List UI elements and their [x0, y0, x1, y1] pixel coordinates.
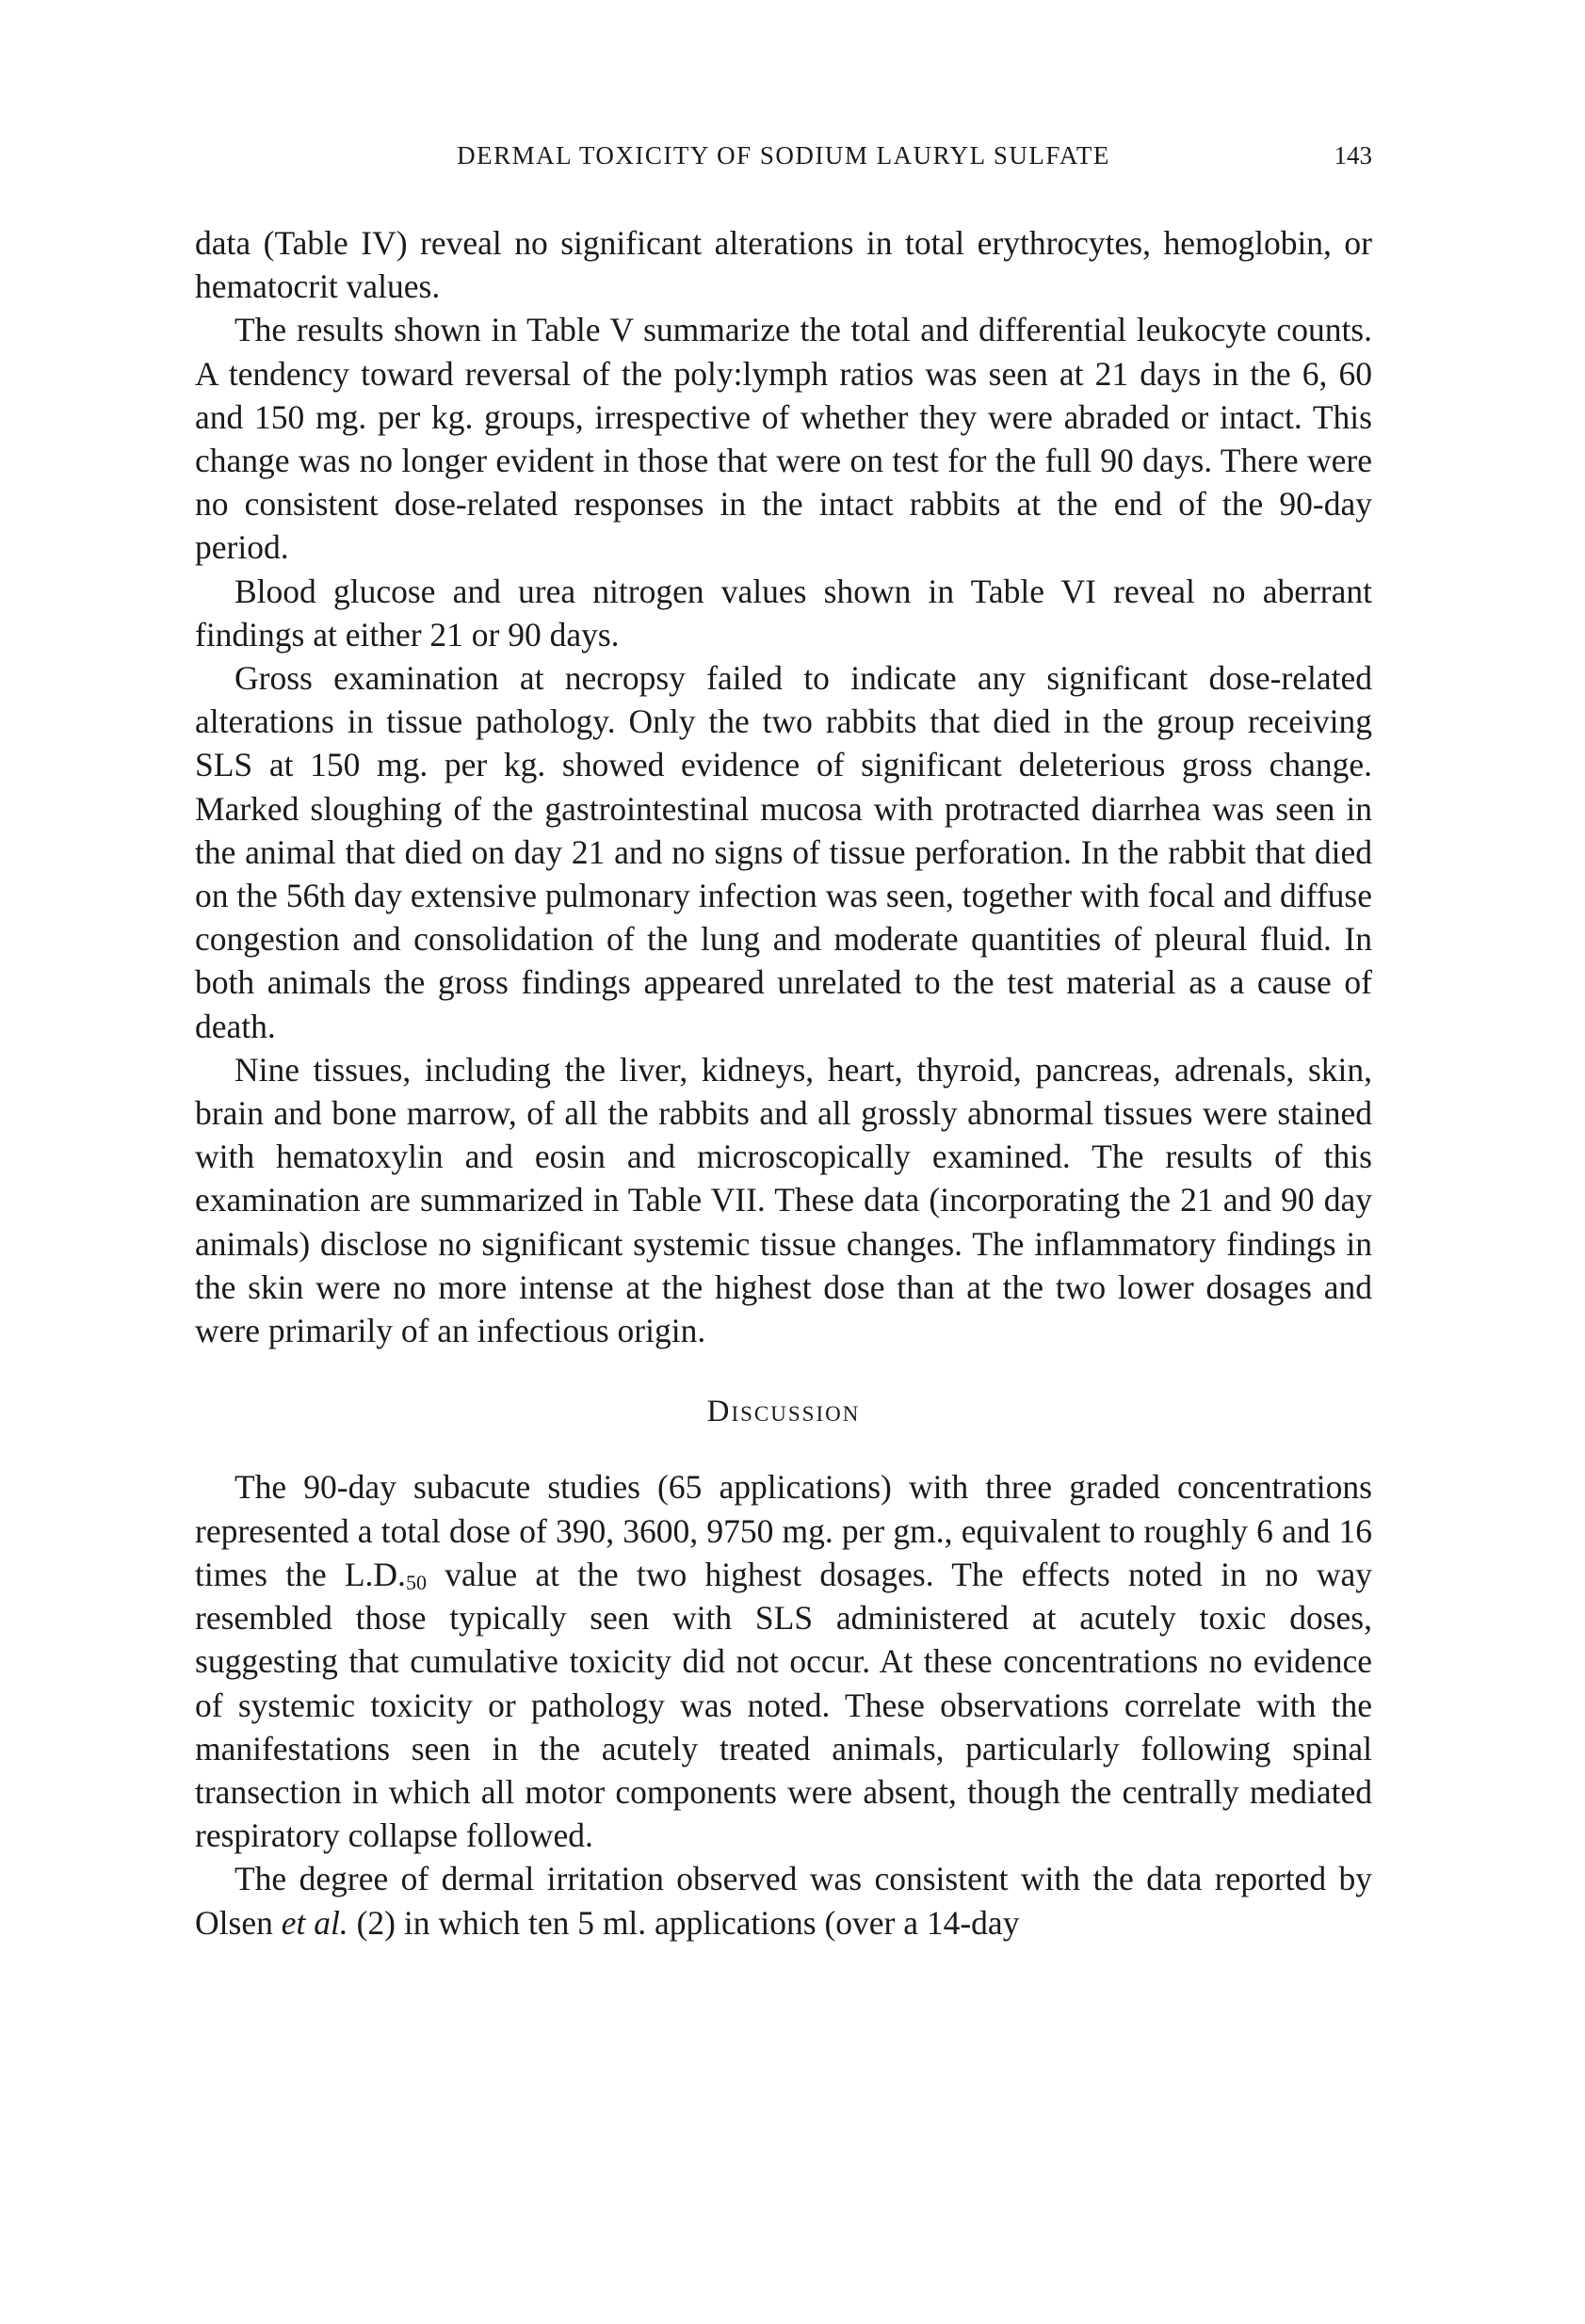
et-al-citation: et al. — [281, 1903, 348, 1942]
discussion-p2-text-a: The degree of dermal irritation observed was consistent with the data reported by Olsen — [195, 1860, 1372, 1942]
discussion-p1-text-b: value at the two highest dosages. The effects noted in no way resembled those typically seen with SLS administered at acutely toxic doses, suggesting that cumulative toxicity did not occur. At these concentrations no evidence of systemic toxicity or pathology was noted. These observations correlate with the manifestations seen in the acutely treated animals, particularly following spinal transection in which all motor components were absent, though the centrally mediated respiratory collapse followed. — [195, 1555, 1372, 1855]
paragraph-gross-examination: Gross examination at necropsy failed to indicate any significant dose-related alterations in tissue pathology. Only the two rabbits that died in the group receiving SLS at 150 mg. per kg. showed evidence of significant deleterious gross change. Marked sloughing of the gastrointestinal mucosa with protracted diarrhea was seen in the animal that died on day 21 and no signs of tissue perforation. In the rabbit that died on the 56th day extensive pulmonary infection was seen, together with focal and diffuse congestion and consolidation of the lung and moderate quantities of pleural fluid. In both animals the gross findings appeared unrelated to the test material as a cause of death. — [195, 659, 1372, 1045]
paragraph-leukocyte-counts: The results shown in Table V summarize the total and differential leukocyte counts. A tendency toward reversal of the poly:lymph ratios was seen at 21 days in the 6, 60 and 150 mg. per kg. groups, irrespective of whether they were abraded or intact. This change was no longer evident in those that were on test for the full 90 days. There were no consistent dose-related responses in the intact rabbits at the end of the 90-day period. — [195, 311, 1372, 567]
page-number: 143 — [1334, 141, 1372, 169]
discussion-p1-text-a: The 90-day subacute studies (65 applications) with three graded concentrations represented a total dose of 390, 3600, 9750 mg. per gm., equivalent to roughly 6 and 16 times the L.D. — [195, 1468, 1372, 1593]
page — [195, 141, 1372, 1945]
paragraph-hematology-continued: data (Table IV) reveal no significant alterations in total erythrocytes, hemoglobin, or hematocrit values. — [195, 224, 1372, 306]
discussion-heading: Discussion — [706, 1395, 861, 1429]
running-title: DERMAL TOXICITY OF SODIUM LAURYL SULFATE — [457, 141, 1110, 169]
ld50-subscript: 50 — [405, 1570, 427, 1594]
paragraph-discussion-subacute — [195, 1465, 1372, 1857]
discussion-p2-text-b: (2) in which ten 5 ml. applications (over a 14-day — [348, 1903, 1020, 1942]
paragraph-tissue-microscopy: Nine tissues, including the liver, kidneys, heart, thyroid, pancreas, adrenals, skin, brain and bone marrow, of all the rabbits and all grossly abnormal tissues were stained with hematoxylin and eosin and microscopically examined. The results of this examination are summarized in Table VII. These data (incorporating the 21 and 90 day animals) disclose no significant systemic tissue changes. The inflammatory findings in the skin were no more intense at the highest dose than at the two lower dosages and were primarily of an infectious origin. — [195, 1050, 1372, 1350]
paragraph-blood-glucose: Blood glucose and urea nitrogen values shown in Table VI reveal no aberrant findings at either 21 or 90 days. — [195, 572, 1372, 654]
running-head — [195, 141, 1372, 179]
body-text — [195, 221, 1372, 1945]
paragraph-discussion-dermal-irritation — [195, 1857, 1372, 1944]
